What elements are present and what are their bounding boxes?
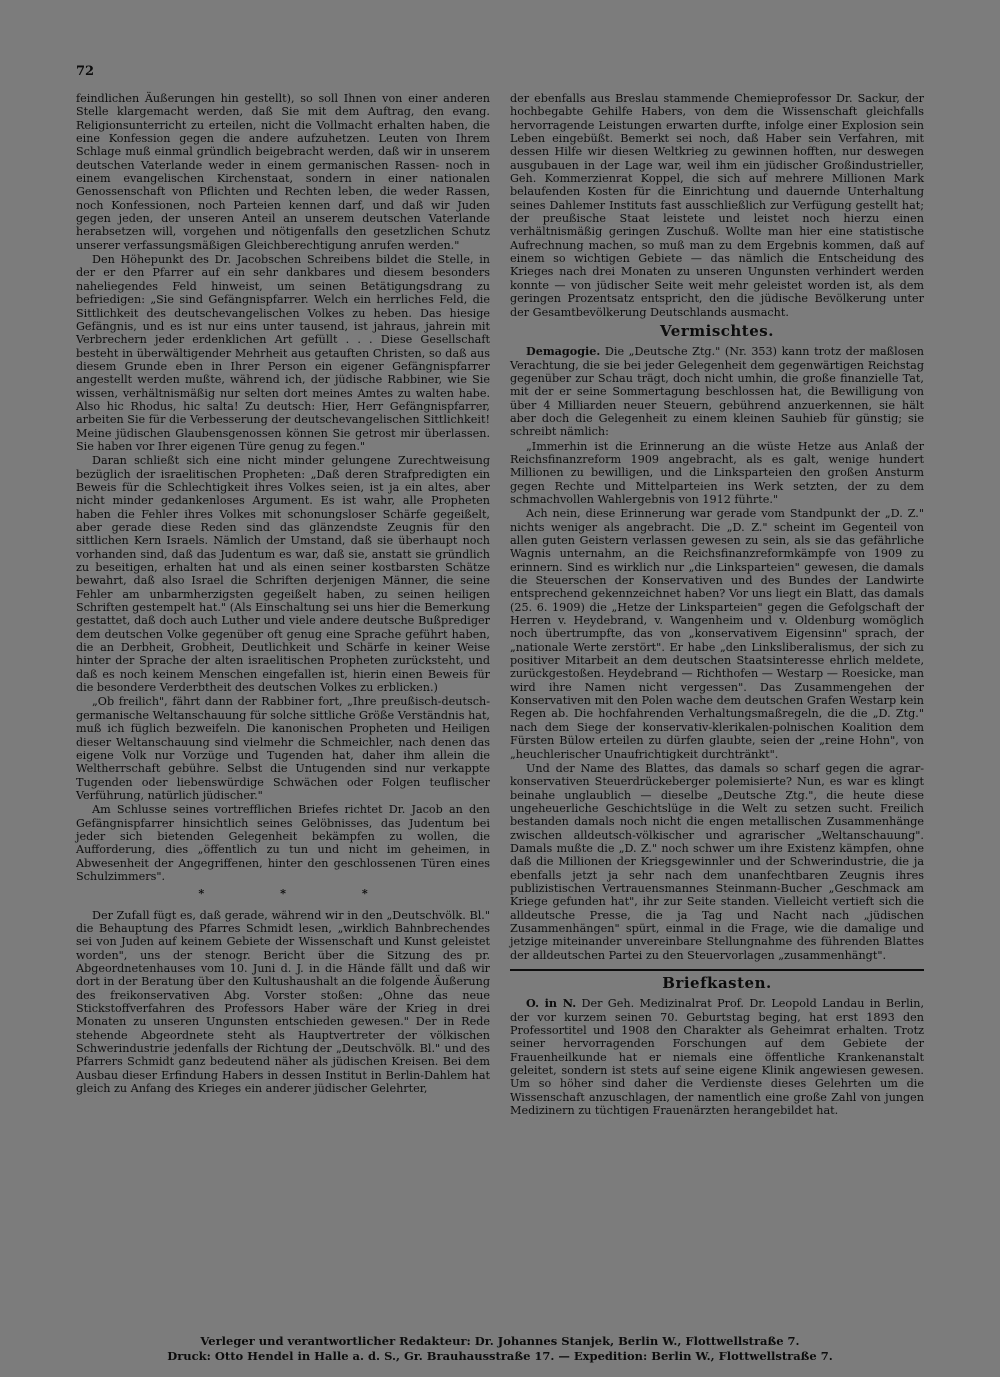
article-paragraph: „Immerhin ist die Erinnerung an die wüste Hetze aus Anlaß der Reichsfinanzreform 1909 angebracht, als es galt, wenige hundert Millionen zu bewilligen, und die Linksparteien den großen Ansturm gegen Rechte und Mittelparteien ins Werk setzten, der zu dem schmachvollen Wahlergebnis von 1912 führte." <box>510 439 924 506</box>
section-heading-briefkasten: Briefkasten. <box>662 974 772 992</box>
section-separator: * * * <box>198 886 404 901</box>
page-number: 72 <box>76 64 95 79</box>
right-column <box>510 92 924 1117</box>
article-paragraph: Ach nein, diese Erinnerung war gerade vom Standpunkt der „D. Z." nichts weniger als angebracht. Die „D. Z." scheint im Gegenteil von allen guten Geistern verlassen gewesen zu sein, als sie das gefährliche Wagnis unternahm, an die Reichsfinanzreformkämpfe von 1909 zu erinnern. Sind es wirklich nur „die Linksparteien" gewesen, die damals die Steuerschen der Konservativen und des Bundes der Landwirte entsprechend gekennzeichnet haben? Vor uns liegt ein Blatt, das damals (25. 6. 1909) die „Hetze der Linksparteien" gegen die Gefolgschaft der Herren v. Heydebrand, v. Wangenheim und v. Oldenburg womöglich noch übertrumpfte, das von „konservativem Eigensinn" sprach, der „nationale Werte zerstört". Er habe „den Linksliberalismus, der sich zu positiver Mitarbeit an dem deutschen Staatsinteresse ehrlich meldete, zurückgestoßen. Heydebrand — Richthofen — Westarp — Roesicke, man wird ihre Namen nicht vergessen". Das Zusammengehen der Konservativen mit den Polen wache dem deutschen Grafen Westarp kein Regen ab. Die hochfahrenden Verhaltungsmaßregeln, die die „D. Ztg." nach dem Siege der konservativ-klerikalen-polnischen Koalition dem Fürsten Bülow erteilen zu dürfen glaubte, seien der „reine Hohn", von „heuchlerischer Unaufrichtigkeit durchtränkt". <box>510 507 924 761</box>
imprint-printer-line: Druck: Otto Hendel in Halle a. d. S., Gr. Brauhausstraße 17. — Expedition: Berlin W., Flottwellstraße 7. <box>167 1349 833 1363</box>
imprint-footer <box>76 1334 924 1364</box>
item-lead: O. in N. <box>526 996 577 1011</box>
item-text: Die „Deutsche Ztg." (Nr. 353) kann trotz der maßlosen Verachtung, die sie bei jeder Gelegenheit dem gegenwärtigen Reichstag gegenüber zur Schau trägt, doch nicht umhin, die große finanzielle Tat, mit der er seine Sommertagung beschlossen hat, die Bewilligung von über 4 Milliarden neuer Steuern, gebührend anzuerkennen, sie hält aber doch die Gelegenheit zu einem kleinen Sauhieb für günstig; sie schreibt nämlich: <box>510 345 925 439</box>
item-lead: Demagogie. <box>526 344 601 359</box>
article-paragraph: Daran schließt sich eine nicht minder gelungene Zurechtweisung bezüglich der israelitischen Propheten: „Daß deren Strafpredigten ein Beweis für die Schlechtigkeit ihres Volkes seien, ist ja ein altes, aber nicht minder gedankenloses Argument. Es ist wahr, alle Propheten haben die Fehler ihres Volkes mit schonungsloser Schärfe gegeißelt, aber gerade diese Reden sind das glänzendste Zeugnis für den sittlichen Kern Israels. Nämlich der Umstand, daß sie überhaupt noch vorhanden sind, daß das Judentum es war, daß sie, anstatt sie gründlich zu beseitigen, erhalten hat und als einen seiner kostbarsten Schätze bewahrt, daß also Israel die Schriften derjenigen Männer, die seine Fehler am unbarmherzigsten gegeißelt haben, zu seinen heiligen Schriften gestempelt hat." (Als Einschaltung sei uns hier die Bemerkung gestattet, daß doch auch Luther und viele andere deutsche Bußprediger dem deutschen Volke gegenüber oft genug eine Sprache geführt haben, die an Derbheit, Grobheit, Deutlichkeit und Schärfe in keiner Weise hinter der Sprache der alten israelitischen Propheten zurücksteht, und daß es noch keinem Menschen eingefallen ist, hierin einen Beweis für die besondere Verderbtheit des deutschen Volkes zu erblicken.) <box>76 454 490 695</box>
section-divider <box>510 969 924 971</box>
article-paragraph: Am Schlusse seines vortrefflichen Briefes richtet Dr. Jacob an den Gefängnispfarrer hinsichtlich seines Gelöbnisses, das Judentum bei jeder sich bietenden Gelegenheit bekämpfen zu wollen, die Aufforderung, dies „öffentlich zu tun und nicht im geheimen, in Abwesenheit der Angegriffenen, hinter den geschlossenen Türen eines Schulzimmers". <box>76 803 490 883</box>
article-paragraph <box>510 997 924 1117</box>
left-column <box>76 92 490 1095</box>
article-paragraph: „Ob freilich", fährt dann der Rabbiner fort, „Ihre preußisch-deutsch-germanische Weltanschauung für solche sittliche Größe Verständnis hat, muß ich füglich bezweifeln. Die kanonischen Propheten und Heiligen dieser Weltanschauung sind vielmehr die Schmeichler, nach denen das eigene Volk nur Vorzüge und Tugenden hat, daher ihm allein die Weltherrschaft gebühre. Selbst die Untugenden sind nur verkappte Tugenden oder liebenswürdige Schwächen oder Folgen teuflischer Verführung, natürlich jüdischer." <box>76 695 490 802</box>
item-text: Der Geh. Medizinalrat Prof. Dr. Leopold Landau in Berlin, der vor kurzem seinen 70. Geburtstag beging, hat erst 1893 den Professortitel und 1908 den Charakter als Geheimrat erhalten. Trotz seiner hervorragenden Forschungen auf dem Gebiete der Frauenheilkunde hat er niemals eine öffentliche Krankenanstalt geleitet, sondern ist stets auf seine eigene Klinik angewiesen gewesen. Um so höher sind daher die Verdienste dieses Gelehrten um die Wissenschaft anzuschlagen, der namentlich eine große Zahl von jungen Medizinern zu tüchtigen Frauenärzten herangebildet hat. <box>510 997 925 1118</box>
section-heading-vermischtes: Vermischtes. <box>660 321 774 340</box>
article-paragraph <box>510 345 924 438</box>
article-paragraph: der ebenfalls aus Breslau stammende Chemieprofessor Dr. Sackur, der hochbegabte Gehilfe Habers, von dem die Wissenschaft gleichfalls hervorragende Leistungen erwarten durfte, infolge einer Explosion sein Leben eingebüßt. Bemerkt sei noch, daß Haber sein Verfahren, mit dessen Hilfe wir diesen Weltkrieg zu gewinnen hofften, nur deswegen ausgubauen in der Lage war, weil ihm ein jüdischer Großindustrieller, Geh. Kommerzienrat Koppel, die sich auf mehrere Millionen Mark belaufenden Kosten für die Einrichtung und dauernde Unterhaltung seines Dahlemer Instituts fast ausschließlich zur Verfügung gestellt hat; der preußische Staat leistete und leistet noch hierzu einen verhältnismäßig geringen Zuschuß. Wollte man hier eine statistische Aufrechnung machen, so muß man zu dem Ergebnis kommen, daß auf einem so wichtigen Gebiete — das nämlich die Entscheidung des Krieges nach drei Monaten zu unseren Ungunsten verhindert werden konnte — von jüdischer Seite weit mehr geleistet worden ist, als dem geringen Prozentsatz entspricht, den die jüdische Bevölkerung unter der Gesamtbevölkerung Deutschlands ausmacht. <box>510 92 924 319</box>
article-paragraph: Der Zufall fügt es, daß gerade, während wir in den „Deutschvölk. Bl." die Behauptung des Pfarres Schmidt lesen, „wirklich Bahnbrechendes sei von Juden auf keinem Gebiete der Wissenschaft und Kunst geleistet worden", uns der stenogr. Bericht über die Sitzung des pr. Abgeordnetenhauses vom 10. Juni d. J. in die Hände fällt und daß wir dort in der Beratung über den Kultushaushalt an die folgende Äußerung des freikonservativen Abg. Vorster stoßen: „Ohne das neue Stickstoffverfahren des Professors Haber wäre der Krieg in drei Monaten zu unseren Ungunsten entschieden gewesen." Der in Rede stehende Abgeordnete steht als Hauptvertreter der völkischen Schwerindustrie jedenfalls der Richtung der „Deutschvölk. Bl." und des Pfarrers Schmidt ganz bedeutend näher als jüdischen Kreisen. Bei dem Ausbau dieser Erfindung Habers in dessen Institut in Berlin-Dahlem hat gleich zu Anfang des Krieges ein anderer jüdischer Gelehrter, <box>76 908 490 1096</box>
article-paragraph: Und der Name des Blattes, das damals so scharf gegen die agrar-konservativen Steuerdrückeberger polemisierte? Nun, es war es klingt beinahe unglaublich — dieselbe „Deutsche Ztg.", die heute diese ungeheuerliche Geschichtslüge in die Welt zu setzen sucht. Freilich bestanden damals noch nicht die engen metallischen Zusammenhänge zwischen alldeutsch-völkischer und agrarischer „Weltanschauung". Damals mußte die „D. Z." noch schwer um ihre Existenz kämpfen, ohne daß die Millionen der Kriegsgewinnler und der Schwerindustrie, die ja ebenfalls jetzt ja sehr nach dem unanfechtbaren Zeugnis ihres publizistischen Vertrauensmannes Steinmann-Bucher „Geschmack am Kriege gefunden hat", ihr zur Seite standen. Vielleicht vertieft sich die alldeutsche Presse, die ja Tag und Nacht nach „jüdischen Zusammenhängen" spürt, einmal in die Frage, wie die damalige und jetzige miteinander unvereinbare Stellungnahme des führenden Blattes der alldeutschen Partei zu den Steuervorlagen „zusammenhängt". <box>510 761 924 962</box>
article-paragraph: Den Höhepunkt des Dr. Jacobschen Schreibens bildet die Stelle, in der er den Pfarrer auf ein sehr dankbares und diesem besonders naheliegendes Feld hinweist, um seinen Betätigungsdrang zu befriedigen: „Sie sind Gefängnispfarrer. Welch ein herrliches Feld, die Sittlichkeit des deutschevangelischen Volkes zu heben. Das hiesige Gefängnis, und es ist nur eins unter tausend, ist jahraus, jahrein mit Verbrechern jeder erdenklichen Art gefüllt . . . Diese Gesellschaft besteht in überwältigender Mehrheit aus getauften Christen, so daß aus diesem Grunde eben in Ihrer Person ein eigener Gefängnispfarrer angestellt werden mußte, während ich, der jüdische Rabbiner, wie Sie wissen, verhältnismäßig nur selten dort meines Amtes zu walten habe. Also hic Rhodus, hic salta! Zu deutsch: Hier, Herr Gefängnispfarrer, arbeiten Sie für die Verbesserung der deutschevangelischen Sittlichkeit! Meine jüdischen Glaubensgenossen können Sie getrost mir überlassen. Sie haben vor Ihrer eigenen Türe genug zu fegen." <box>76 253 490 453</box>
article-paragraph: feindlichen Äußerungen hin gestellt), so soll Ihnen von einer anderen Stelle klargemacht werden, daß Sie mit dem Auftrag, den evang. Religionsunterricht zu erteilen, nicht die Vollmacht erhalten haben, die eine Konfession gegen die andere aufzuhetzen. Leuten von Ihrem Schlage muß einmal gründlich beigebracht werden, daß wir in unserem deutschen Vaterlande weder in einem germanischen Rassen- noch in einem evangelischen Kirchenstaat, sondern in einer nationalen Genossenschaft von Pflichten und Rechten leben, die weder Rassen, noch Konfessionen, noch Parteien kennen darf, und daß wir Juden gegen jeden, der unseren Anteil an unserem deutschen Vaterlande herabsetzen will, vorgehen und nötigenfalls den gesetzlichen Schutz unserer verfassungsmäßigen Gleichberechtigung anrufen werden." <box>76 92 490 252</box>
imprint-publisher-line: Verleger und verantwortlicher Redakteur: Dr. Johannes Stanjek, Berlin W., Flottwellstraße 7. <box>200 1334 800 1348</box>
